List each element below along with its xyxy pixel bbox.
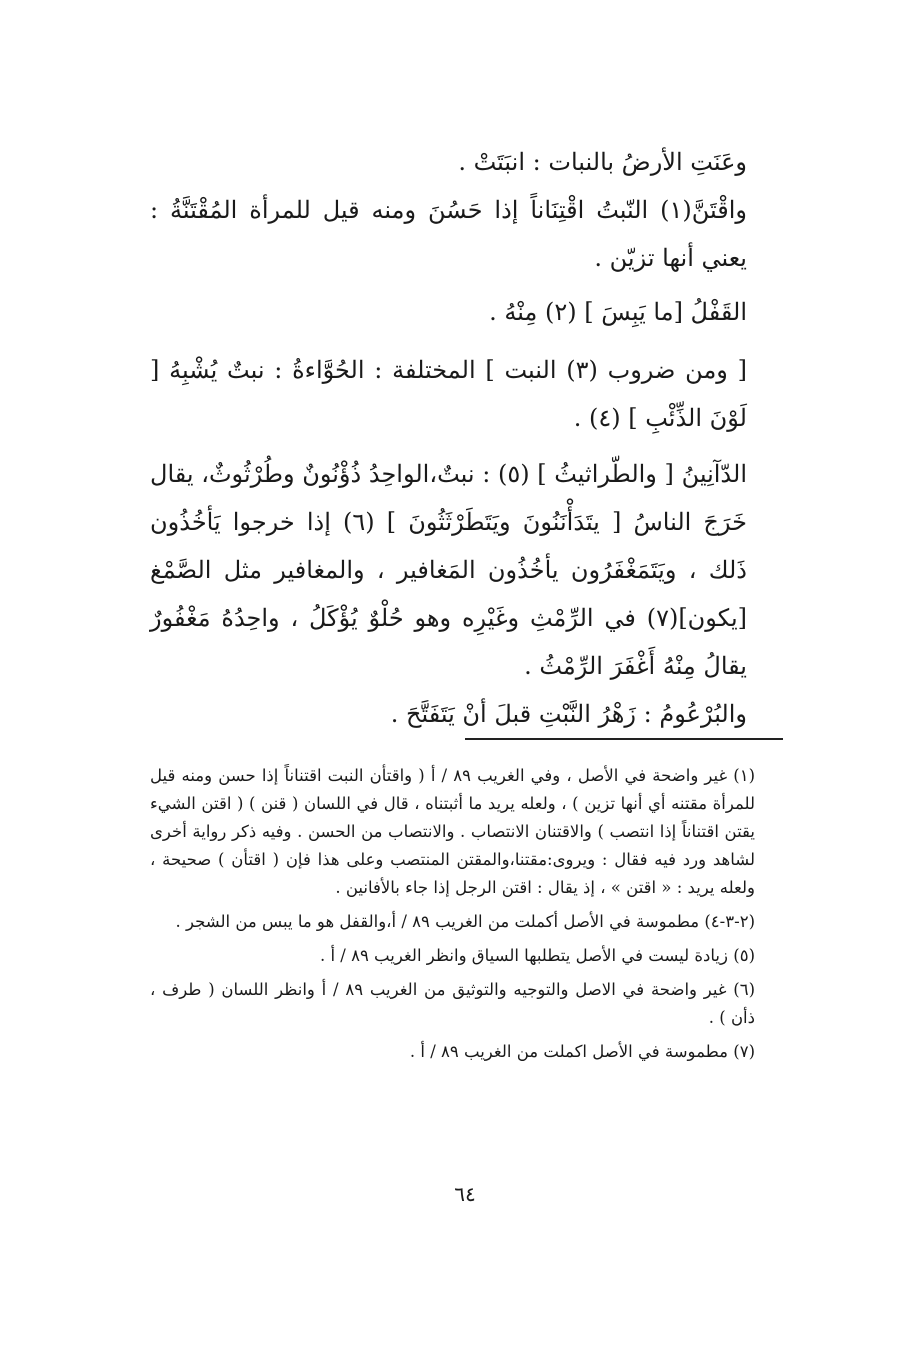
paragraph-6: والبُرْعُومُ : زَهْرُ النَّبْتِ قبلَ أنْ يَتَفَتَّحَ . <box>390 700 747 728</box>
paragraph-3: القَفْلُ [ما يَبِسَ ] (٢) مِنْهُ . <box>489 298 747 326</box>
paragraph-4: [ ومن ضروب (٣) النبت ] المختلفة : الحُوَّاءةُ : نبتٌ يُشْبِهُ [ لَوْنَ الذِّئْبِ ] (٤) . <box>150 356 747 432</box>
page-number: ٦٤ <box>454 1182 476 1206</box>
footnotes <box>150 762 785 1072</box>
paragraph-2: واقْتَنَّ(١) النّبتُ اقْتِنَاناً إذا حَسُنَ ومنه قيل للمرأة المُقْتَنَّةُ : يعني أنها تزيّن . <box>150 196 747 272</box>
main-text <box>150 138 785 738</box>
footnote-2: (٢-٣-٤) مطموسة في الأصل أكملت من الغريب ٨٩ / أ،والقفل هو ما يبس من الشجر . <box>175 912 755 931</box>
footnote-divider <box>465 738 783 740</box>
footnote-3: (٥) زيادة ليست في الأصل يتطلبها السياق وانظر الغريب ٨٩ / أ . <box>319 946 755 965</box>
paragraph-5: الدّآنِينُ [ والطّراثيثُ ] (٥) : نبتٌ،الواحِدُ ذُؤْنُونٌ وطُرْثُوثٌ، يقال خَرَجَ الناسُ [ يتَدَأْنَنُونَ ويَتَطَرْثَثُونَ ] (٦) إذا خرجوا يَأخُذُون ذَلك ، ويَتَمَغْفَرُون يأخُذُون المَغافير ، والمغافير مثل الصَّمْغ [يكون](٧) في الرِّمْثِ وغَيْرِه وهو حُلْوٌ يُؤْكَلُ ، واحِدُهُ مَغْفُورٌ يقالُ مِنْهُ أَغْفَرَ الرِّمْثُ . <box>150 460 748 680</box>
paragraph-1: وعَنَتِ الأرضُ بالنبات : انبَتَتْ . <box>458 148 747 176</box>
footnote-4: (٦) غير واضحة في الاصل والتوجيه والتوثيق من الغريب ٨٩ / أ وانظر اللسان ( طرف ، ذأن ) . <box>150 980 755 1027</box>
footnote-5: (٧) مطموسة في الأصل اكملت من الغريب ٨٩ / أ . <box>409 1042 755 1061</box>
footnote-1: (١) غير واضحة في الأصل ، وفي الغريب ٨٩ / أ ( واقتأن النبت اقتناناً إذا حسن ومنه قيل للمرأة مقتنه أي أنها تزين ) ، ولعله يريد ما أثبتناه ، قال في اللسان ( قنن ) ( اقتن الشيء يقتن اقتناناً إذا انتصب ) والاقتنان الانتصاب . والانتصاب من الحسن . وفيه ذكر رواية أخرى لشاهد ورد فيه فقال : ويروى:مقتنا،والمقتن المنتصب وعلى هذا فإن ( اقتأن ) صحيحة ، ولعله يريد : « اقتن » ، إذ يقال : اقتن الرجل إذا جاء بالأفانين . <box>150 766 755 897</box>
